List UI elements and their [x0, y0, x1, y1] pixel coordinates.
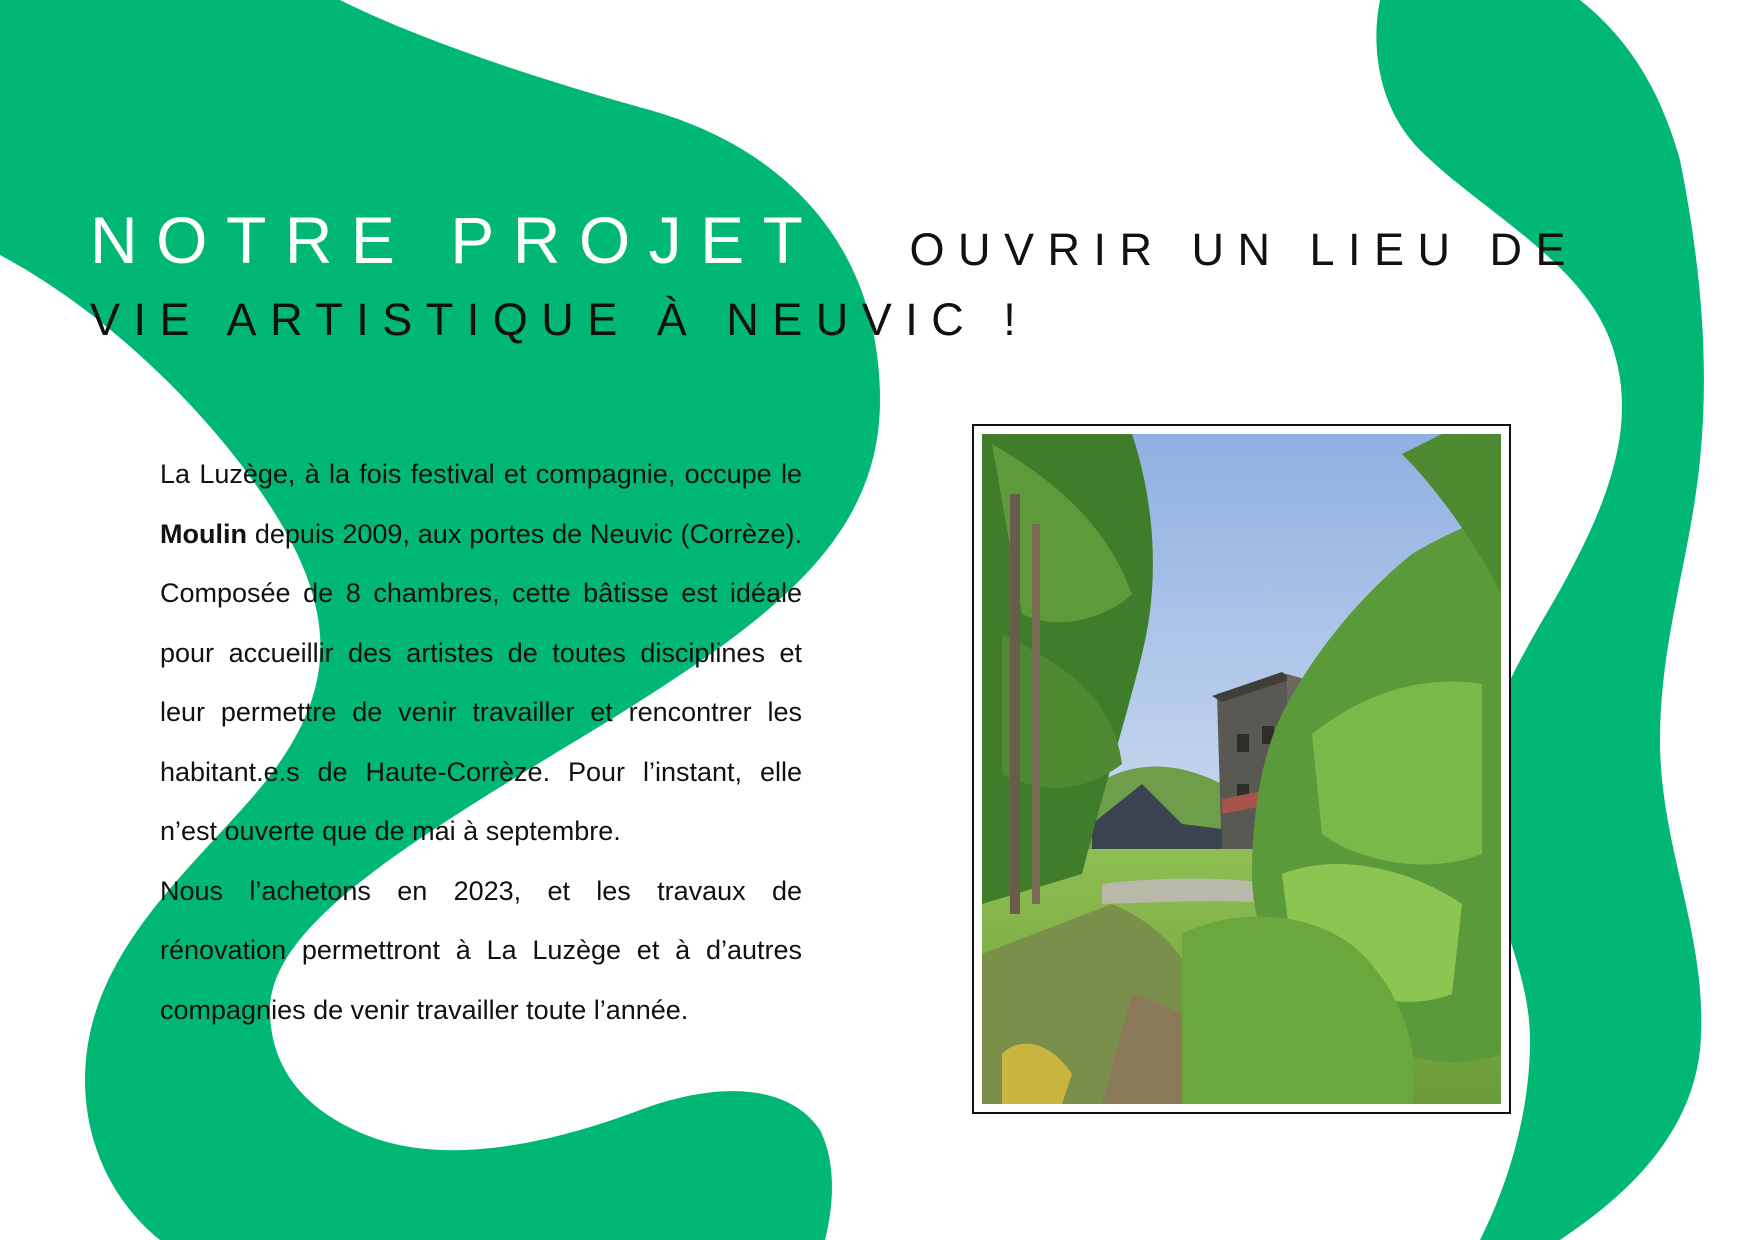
paragraph-1-end: depuis 2009, aux portes de Neuvic (Corrèze). Composée de 8 chambres, cette bâtisse est idéale pour accueillir des artistes de toutes disciplines et leur permettre de venir travailler et rencontrer les habitant.e.s de Haute-Corrèze. Pour l’instant, elle n’est ouverte que de mai à septembre. [160, 518, 802, 846]
body-text [160, 445, 802, 1040]
subtitle-line-1: OUVRIR UN LIEU DE [909, 224, 1580, 275]
title-line-1 [90, 195, 1690, 285]
photo-frame [972, 424, 1511, 1114]
paragraph-1-bold: Moulin [160, 518, 247, 549]
page-title: NOTRE PROJET [90, 203, 822, 277]
paragraph-1-start: La Luzège, à la fois festival et compagnie, occupe le [160, 459, 802, 489]
title-block [90, 195, 1690, 355]
photo-of-mill-building-icon [982, 434, 1501, 1104]
subtitle-line-2: VIE ARTISTIQUE À NEUVIC ! [90, 294, 1030, 345]
paragraph-2: Nous l’achetons en 2023, et les travaux de rénovation permettront à La Luzège et à d’autres compagnies de venir travailler toute l’année. [160, 875, 802, 1025]
paragraph-1 [160, 445, 802, 862]
mill-photo [982, 434, 1501, 1104]
